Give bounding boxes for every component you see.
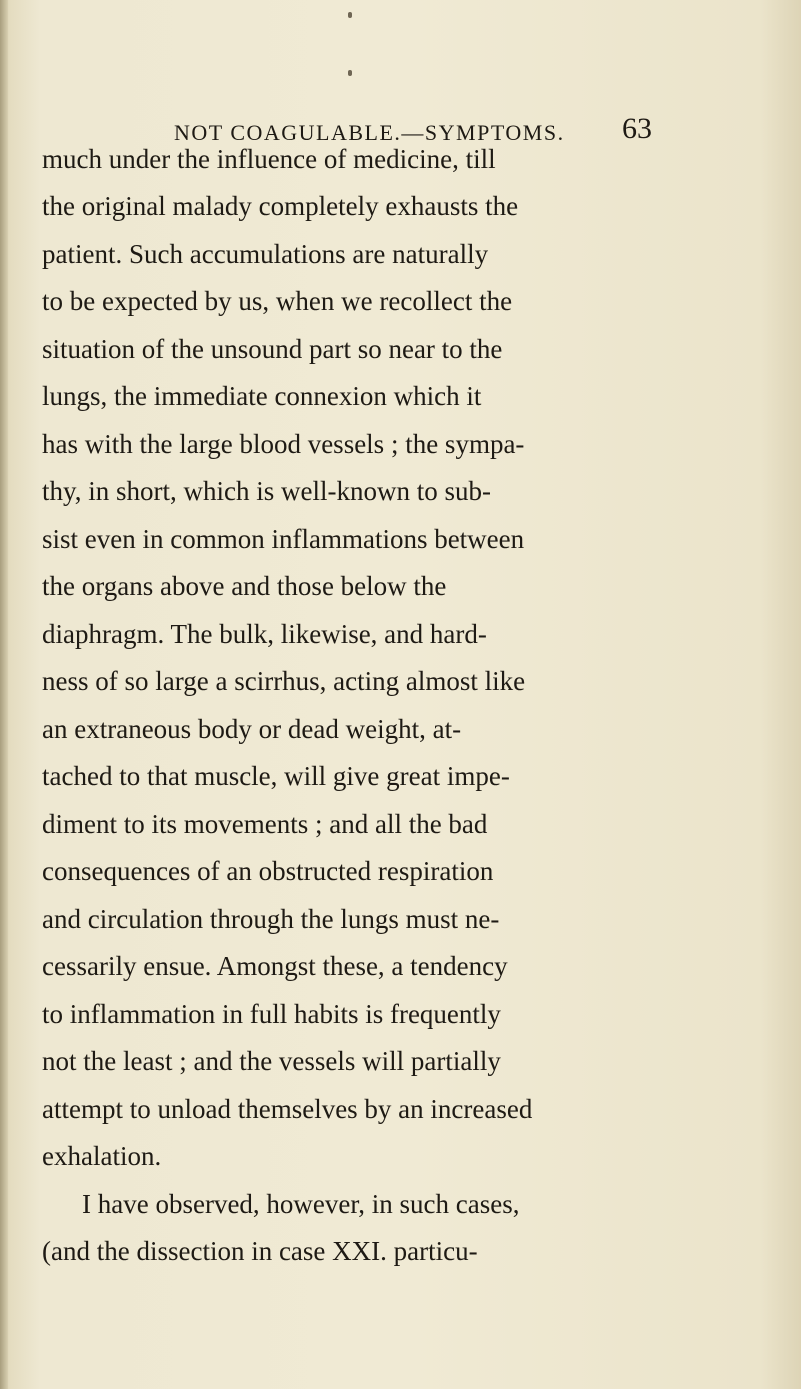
text-line: patient. Such accumulations are naturally: [42, 239, 489, 269]
text-line: sist even in common inflammations between: [42, 524, 525, 554]
text-line: (and the dissection in case XXI. particu-: [42, 1236, 478, 1266]
text-line: situation of the unsound part so near to the: [42, 334, 503, 364]
text-line: diaphragm. The bulk, likewise, and hard-: [42, 619, 487, 649]
text-line: diment to its movements ; and all the bad: [42, 809, 488, 839]
text-line: and circulation through the lungs must ne-: [42, 904, 500, 934]
page-gutter-edge: [0, 0, 8, 1389]
text-line: exhalation.: [42, 1141, 162, 1171]
text-line: not the least ; and the vessels will partially: [42, 1046, 501, 1076]
text-line: thy, in short, which is well-known to sub-: [42, 476, 491, 506]
ink-speck: [348, 70, 352, 76]
text-line: I have observed, however, in such cases,: [82, 1189, 520, 1219]
text-line: has with the large blood vessels ; the sympa-: [42, 429, 525, 459]
text-line: to inflammation in full habits is frequently: [42, 999, 501, 1029]
text-line: the organs above and those below the: [42, 571, 447, 601]
text-line: tached to that muscle, will give great impe-: [42, 761, 510, 791]
running-head-title: NOT COAGULABLE.—SYMPTOMS.: [174, 120, 565, 145]
text-line: ness of so large a scirrhus, acting almost like: [42, 666, 526, 696]
text-line: to be expected by us, when we recollect the: [42, 286, 513, 316]
text-line: an extraneous body or dead weight, at-: [42, 714, 462, 744]
text-line: the original malady completely exhausts the: [42, 191, 519, 221]
text-line: attempt to unload themselves by an increased: [42, 1094, 533, 1124]
text-line: cessarily ensue. Amongst these, a tendency: [42, 951, 508, 981]
page-number: 63: [622, 112, 652, 145]
text-line: lungs, the immediate connexion which it: [42, 381, 482, 411]
text-line: much under the influence of medicine, till: [42, 144, 496, 174]
text-line: consequences of an obstructed respiration: [42, 856, 494, 886]
ink-speck: [348, 12, 352, 18]
